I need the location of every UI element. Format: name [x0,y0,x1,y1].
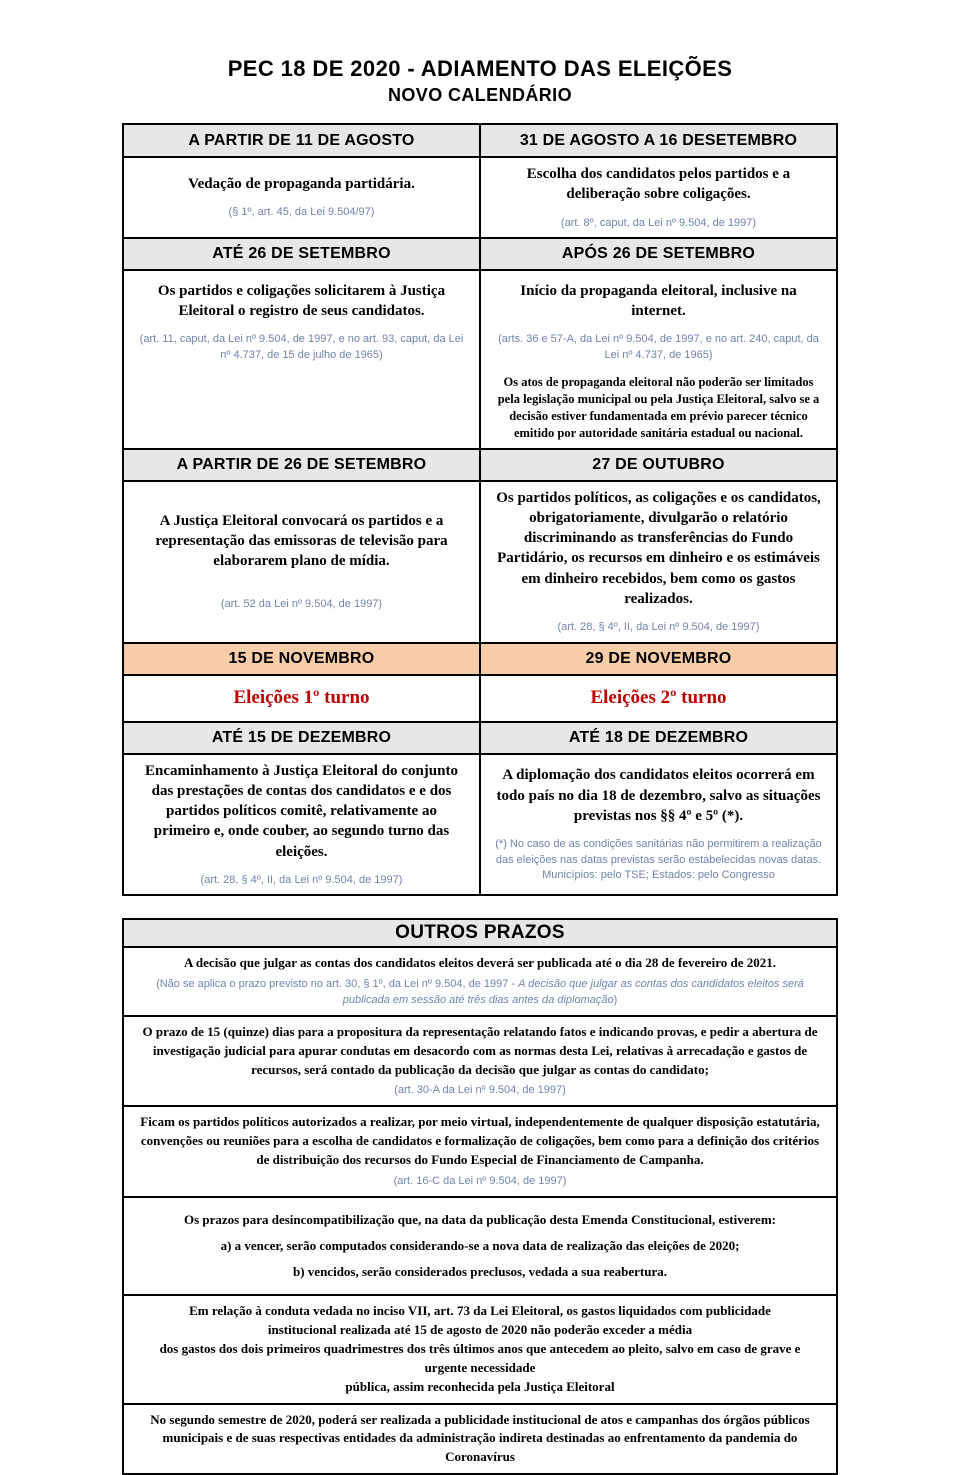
event-text: A diplomação dos candidatos eleitos ocorrerá em todo país no dia 18 de dezembro, salvo as situações previstas nos §§ 4º e 5º (*). [496,767,821,824]
citation-italic: A decisão que julgar as contas dos candidatos eleitos será publicada em sessão até três dias antes da diplomação [342,978,804,1006]
event-text: Início da propaganda eleitoral, inclusive na internet. [520,282,797,320]
event-text: Os partidos e coligações solicitarem à Justiça Eleitoral o registro de seus candidatos. [157,282,446,320]
law-citation: (art. 11, caput, da Lei nº 9.504, de 1997, e no art. 93, caput, da Lei nº 4.737, de 15 de julho de 1965) [139,333,464,361]
date-header-cell: 31 DE AGOSTO A 16 DESETEMBRO [480,124,837,157]
deadline-row [123,1404,837,1475]
law-citation: (art. 52 da Lei nº 9.504, de 1997) [220,598,383,611]
citation-close: ) [613,993,618,1006]
deadline-text: dos gastos dos dois primeiros quadrimestres dos três últimos anos que antecedem ao pleito, salvo em caso de grave e urgente necessidade [159,1341,801,1375]
deadline-cell [123,1016,837,1106]
event-cell [480,754,837,896]
deadline-row [123,1016,837,1106]
deadline-text: Em relação à conduta vedada no inciso VII, art. 73 da Lei Eleitoral, os gastos liquidados com publicidade [189,1303,771,1319]
law-citation: (art. 30-A da Lei nº 9.504, de 1997) [394,1084,566,1097]
event-text: A Justiça Eleitoral convocará os partidos e a representação das emissoras de televisão para elaborarem plano de mídia. [155,512,448,570]
deadline-row [123,1197,837,1296]
deadline-cell [123,1106,837,1196]
event-cell [123,157,480,238]
deadline-text: institucional realizada até 15 de agosto de 2020 não poderão exceder a média [267,1322,693,1338]
event-text: Escolha dos candidatos pelos partidos e a deliberação sobre coligações. [526,166,791,203]
event-row [123,270,837,449]
date-header-cell: ATÉ 15 DE DEZEMBRO [123,722,480,754]
deadline-text: pública, assim reconhecida pela Justiça Eleitoral [345,1378,615,1394]
deadline-text: a) a vencer, serão computados considerando-se a nova data de realização das eleições de 2020; [220,1237,740,1253]
election-row [123,675,837,722]
date-header-cell: 27 DE OUTUBRO [480,449,837,481]
outros-header-row [123,919,837,947]
event-row [123,754,837,896]
date-header-cell: ATÉ 18 DE DEZEMBRO [480,722,837,754]
event-row [123,481,837,643]
event-text: Os partidos políticos, as coligações e os candidatos, obrigatoriamente, divulgarão o relatório discriminando as transferências do Fundo Partidário, os recursos em dinheiro e os estimáveis em dinheiro recebidos, bem como os gastos realizados. [496,489,821,607]
deadline-text: b) vencidos, serão considerados preclusos, vedada a sua reabertura. [293,1263,667,1279]
date-header-cell: ATÉ 26 DE SETEMBRO [123,238,480,270]
law-citation: (art. 28, § 4º, II, da Lei nº 9.504, de 1997) [200,873,403,886]
law-citation: (§ 1º, art. 45, da Lei 9.504/97) [228,206,375,219]
date-header-row [123,722,837,754]
event-cell [123,481,480,643]
page-subtitle: NOVO CALENDÁRIO [387,85,572,105]
deadline-text: Os prazos para desincompatibilização que, na data da publicação desta Emenda Constitucional, estiverem: [183,1211,776,1227]
deadline-row [123,1106,837,1196]
citation-regular: (Não se aplica o prazo previsto no art. 30, § 1º, da Lei nº 9.504, de 1997 - [156,978,519,991]
deadline-text: A decisão que julgar as contas dos candidatos eleitos deverá ser publicada até o dia 28 de fevereiro de 2021. [184,955,776,971]
deadline-text: Ficam os partidos políticos autorizados a realizar, por meio virtual, independentemente de qualquer disposição estatutária, convenções ou reuniões para a escolha de candidatos e formalização de coligações, bem como para a definição dos critérios de distribuição dos recursos do Fundo Especial de Financiamento de Campanha. [140,1114,820,1168]
note-text: Os atos de propaganda eleitoral não poderão ser limitados pela legislação municipal ou pela Justiça Eleitoral, salvo se a decisão estiver fundamentada em prévio parecer técnico emitido por autoridade sanitária estadual ou nacional. [497,375,820,440]
law-citation: (*) No caso de as condições sanitárias não permitirem a realização das eleições nas datas previstas serão estabelecidas novas datas. Municípios: pelo TSE; Estados: pelo Congresso [495,838,822,881]
event-cell [480,157,837,238]
law-citation: (arts. 36 e 57-A, da Lei nº 9.504, de 1997, e no art. 240, caput, da Lei nº 4.737, de 1965) [498,333,819,361]
outros-prazos-table [122,918,838,1475]
election-label: Eleições 2º turno [590,687,727,709]
election-date-cell: 15 DE NOVEMBRO [123,643,480,675]
law-citation: (art. 16-C da Lei nº 9.504, de 1997) [393,1174,567,1187]
event-cell [480,481,837,643]
law-citation: (art. 28, § 4º, II, da Lei nº 9.504, de 1997) [557,621,760,634]
law-citation [138,977,822,1009]
deadline-cell [123,1404,837,1475]
page-title: PEC 18 DE 2020 - ADIAMENTO DAS ELEIÇÕES [227,56,733,81]
event-cell [123,270,480,449]
election-date-cell: 29 DE NOVEMBRO [480,643,837,675]
event-row [123,157,837,238]
election-label: Eleições 1º turno [233,687,370,709]
date-header-row [123,124,837,157]
deadline-cell [123,947,837,1016]
event-cell [480,270,837,449]
election-date-header-row [123,643,837,675]
date-header-row [123,449,837,481]
event-text: Vedação de propaganda partidária. [188,176,415,193]
event-cell [123,675,480,722]
date-header-row [123,238,837,270]
deadline-text: No segundo semestre de 2020, poderá ser realizada a publicidade institucional de atos e campanhas dos órgãos públicos municipais e de suas respectivas entidades da administração indireta destinadas ao enfrentamento da pandemia do Coronavírus [150,1411,810,1465]
event-cell [480,675,837,722]
event-cell [123,754,480,896]
calendar-table [122,123,838,896]
deadline-row [123,1295,837,1403]
deadline-cell [123,1295,837,1403]
law-citation: (art. 8º, caput, da Lei nº 9.504, de 1997) [560,216,757,229]
deadline-cell [123,1197,837,1296]
date-header-cell: A PARTIR DE 26 DE SETEMBRO [123,449,480,481]
event-text: Encaminhamento à Justiça Eleitoral do conjunto das prestações de contas dos candidatos e e dos partidos políticos comitê, relativamente ao primeiro e, onde couber, ao segundo turno das eleições. [145,762,458,860]
date-header-cell: A PARTIR DE 11 DE AGOSTO [123,124,480,157]
deadline-row [123,947,837,1016]
deadline-text: O prazo de 15 (quinze) dias para a propositura da representação relatando fatos e indicando provas, e pedir a abertura de investigação judicial para apurar condutas em desacordo com as normas desta Lei, relativas à arrecadação e gastos de recursos, será contado da publicação da decisão que julgar as contas do candidato; [142,1023,818,1077]
date-header-cell: APÓS 26 DE SETEMBRO [480,238,837,270]
outros-header: OUTROS PRAZOS [123,919,837,947]
